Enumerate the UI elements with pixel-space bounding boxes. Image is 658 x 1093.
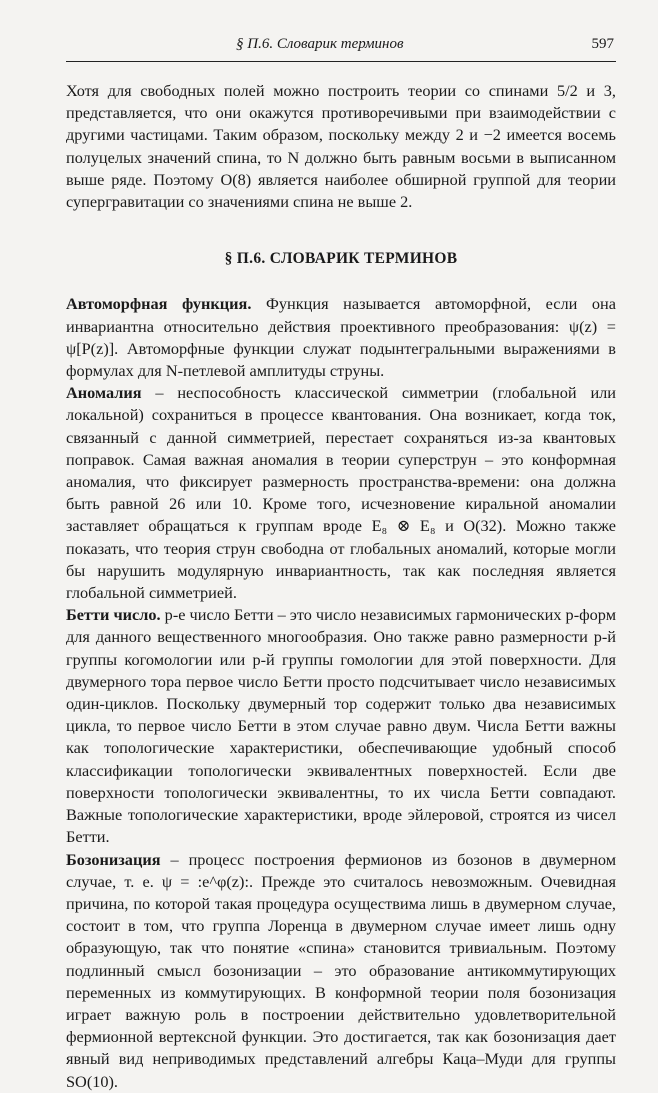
entry-term: Бозонизация (66, 849, 161, 869)
entry-term: Автоморфная функция. (66, 294, 252, 314)
page-number: 597 (591, 36, 614, 52)
page-body (66, 80, 616, 1093)
entry-text: – неспособность классической симметрии (глобальной или локальной) сохраниться в процессе квантования. Она возникает, когда ток, связанный с данной симметрией, перестает сохраняться из-за квантовых поправок. Самая важная аномалия в теории суперструн – это конформная аномалия, что фиксирует размерность пространства-времени: она должна быть равной 26 или 10. Кроме того, исчезновение киральной аномалии заставляет обращаться к группам вроде E₈ ⊗ E₈ и O(32). Можно также показать, что теория струн свободна от глобальных аномалий, которые могли бы нарушить модулярную инвариантность, так как последняя является глобальной симметрией. (66, 383, 616, 603)
glossary-entry-automorphic (66, 293, 616, 382)
glossary-entry-bosonization (66, 849, 616, 1093)
entry-text: p-е число Бетти – это число независимых гармонических p-форм для данного вещественного многообразия. Оно также равно размерности p-й группы когомологии или p-й группы гомологии для этой поверхности. Для двумерного тора первое число Бетти просто подсчитывает число независимых один-циклов. Поскольку двумерный тор содержит только два независимых цикла, то первое число Бетти в этом случае равно двум. Числа Бетти важны как топологические характеристики, обеспечивающие удобный способ классификации топологически эквивалентных поверхностей. Если две поверхности топологически эквивалентны, то их числа Бетти совпадают. Важные топологические характеристики, вроде эйлеровой, строятся из чисел Бетти. (66, 605, 617, 847)
glossary-entry-betti (66, 604, 616, 848)
header-rule (66, 61, 616, 62)
entry-term: Бетти число. (66, 605, 161, 625)
running-title: § П.6. Словарик терминов (236, 36, 404, 52)
entry-text: Функция называется автоморфной, если она инвариантна относительно действия проективного преобразования: ψ(z) = ψ[P(z)]. Автоморфные функции служат подынтегральными выражениями в формулах для N-петлевой амплитуды струны. (66, 294, 616, 381)
entry-text: – процесс построения фермионов из бозонов в двумерном случае, т. е. ψ = :e^φ(z):. Прежде это считалось невозможным. Очевидная причина, по которой такая процедура осуществима лишь в двумерном случае, состоит в том, что группа Лоренца в двумерном случае имеет лишь одну образующую, так что понятие «спина» становится тривиальным. Поэтому подлинный смысл бозонизации – это образование антикоммутирующих переменных из коммутирующих. В конформной теории поля бозонизация играет важную роль в построении действительно удовлетворительной фермионной вертексной функции. Это достигается, так как бозонизация дает явный вид неприводимых представлений алгебры Каца–Муди для группы SO(10). (66, 849, 616, 1091)
glossary-entry-anomaly (66, 382, 616, 604)
running-header (66, 36, 614, 62)
intro-paragraph: Хотя для свободных полей можно построить теории со спинами 5/2 и 3, представляется, что они окажутся противоречивыми при взаимодействии с другими частицами. Таким образом, поскольку между 2 и −2 имеется восемь полуцелых значений спина, то N должно быть равным восьми в выписанном выше ряде. Поэтому O(8) является наиболее обширной группой для теории супергравитации со значениями спина не выше 2. (66, 81, 616, 212)
entry-term: Аномалия (66, 383, 142, 403)
section-heading: § П.6. СЛОВАРИК ТЕРМИНОВ (224, 250, 458, 268)
